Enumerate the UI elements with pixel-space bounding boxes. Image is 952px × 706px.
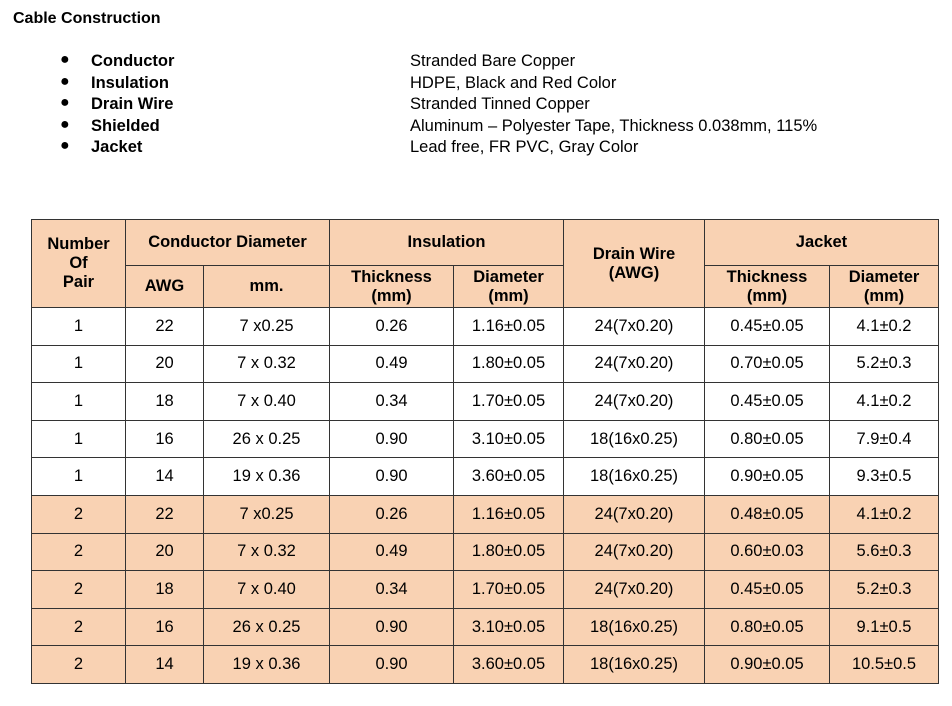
bullet-icon: ● — [60, 94, 70, 111]
cell-jacket-diameter: 10.5±0.5 — [830, 646, 939, 684]
cell-insulation-diameter: 1.16±0.05 — [454, 495, 564, 533]
spec-item-conductor — [58, 52, 938, 74]
cell-drain-wire: 24(7x0.20) — [564, 383, 705, 421]
spec-value: Stranded Tinned Copper — [410, 95, 590, 113]
cell-insulation-diameter: 1.70±0.05 — [454, 383, 564, 421]
table-row — [32, 420, 939, 458]
cell-jacket-diameter: 9.1±0.5 — [830, 608, 939, 646]
table-row — [32, 571, 939, 609]
cell-insulation-thickness: 0.34 — [330, 383, 454, 421]
cell-jacket-thickness: 0.45±0.05 — [705, 383, 830, 421]
cell-pairs: 2 — [32, 608, 126, 646]
spec-value: Lead free, FR PVC, Gray Color — [410, 138, 639, 156]
spec-item-insulation — [58, 74, 938, 96]
cell-insulation-thickness: 0.90 — [330, 646, 454, 684]
cell-pairs: 1 — [32, 308, 126, 346]
cell-insulation-diameter: 3.60±0.05 — [454, 458, 564, 496]
cell-pairs: 1 — [32, 345, 126, 383]
header-jacket: Jacket — [705, 220, 939, 266]
cell-jacket-diameter: 5.6±0.3 — [830, 533, 939, 571]
spec-value: HDPE, Black and Red Color — [410, 73, 617, 92]
header-text: (mm) — [863, 286, 905, 305]
cell-awg: 16 — [126, 608, 204, 646]
header-insulation-diameter — [454, 266, 564, 308]
cell-insulation-diameter: 1.80±0.05 — [454, 533, 564, 571]
cell-awg: 22 — [126, 308, 204, 346]
header-text: (mm) — [746, 286, 788, 305]
cell-jacket-diameter: 4.1±0.2 — [830, 383, 939, 421]
cell-mm: 26 x 0.25 — [204, 608, 330, 646]
page-title: Cable Construction — [13, 10, 161, 27]
table-row — [32, 383, 939, 421]
header-text: (mm) — [488, 286, 529, 305]
cell-pairs: 2 — [32, 571, 126, 609]
bullet-icon: ● — [60, 72, 70, 90]
cell-awg: 20 — [126, 345, 204, 383]
header-number-of-pair — [32, 220, 126, 308]
cell-awg: 16 — [126, 420, 204, 458]
header-mm: mm. — [204, 266, 330, 308]
cell-mm: 7 x 0.32 — [204, 345, 330, 383]
cell-mm: 19 x 0.36 — [204, 646, 330, 684]
cell-insulation-thickness: 0.90 — [330, 458, 454, 496]
cell-awg: 20 — [126, 533, 204, 571]
cell-insulation-diameter: 3.10±0.05 — [454, 420, 564, 458]
cell-jacket-diameter: 7.9±0.4 — [830, 420, 939, 458]
spec-item-shielded — [58, 117, 938, 139]
cell-insulation-diameter: 1.16±0.05 — [454, 308, 564, 346]
cell-pairs: 1 — [32, 458, 126, 496]
cell-jacket-thickness: 0.48±0.05 — [705, 495, 830, 533]
cell-mm: 7 x0.25 — [204, 308, 330, 346]
bullet-icon: ● — [60, 51, 70, 68]
cell-insulation-diameter: 3.10±0.05 — [454, 608, 564, 646]
spec-list — [58, 52, 938, 160]
table-row — [32, 533, 939, 571]
cell-insulation-thickness: 0.26 — [330, 495, 454, 533]
cell-mm: 7 x0.25 — [204, 495, 330, 533]
header-text: Diameter — [848, 267, 920, 286]
cell-insulation-thickness: 0.90 — [330, 608, 454, 646]
spec-label: Conductor — [91, 52, 175, 70]
spec-item-drain-wire — [58, 95, 938, 117]
cell-drain-wire: 24(7x0.20) — [564, 308, 705, 346]
bullet-icon: ● — [60, 137, 70, 154]
table-row — [32, 345, 939, 383]
cell-drain-wire: 18(16x0.25) — [564, 420, 705, 458]
header-drain-wire — [564, 220, 705, 308]
header-text: Number — [47, 235, 110, 253]
header-text: (mm) — [371, 286, 412, 305]
header-text: Thickness — [351, 267, 432, 286]
cell-pairs: 2 — [32, 533, 126, 571]
table-row — [32, 458, 939, 496]
cell-pairs: 1 — [32, 383, 126, 421]
header-text: Of — [69, 254, 88, 272]
cell-mm: 7 x 0.40 — [204, 383, 330, 421]
cell-insulation-thickness: 0.34 — [330, 571, 454, 609]
spec-value: Stranded Bare Copper — [410, 52, 576, 70]
cell-insulation-thickness: 0.49 — [330, 533, 454, 571]
cell-drain-wire: 24(7x0.20) — [564, 345, 705, 383]
spec-item-jacket — [58, 138, 938, 160]
header-insulation-thickness — [330, 266, 454, 308]
cell-jacket-thickness: 0.80±0.05 — [705, 608, 830, 646]
cell-drain-wire: 18(16x0.25) — [564, 458, 705, 496]
cell-awg: 14 — [126, 646, 204, 684]
cell-insulation-diameter: 3.60±0.05 — [454, 646, 564, 684]
cell-jacket-diameter: 5.2±0.3 — [830, 571, 939, 609]
cell-mm: 7 x 0.32 — [204, 533, 330, 571]
header-text: Drain Wire — [592, 244, 676, 263]
spec-value: Aluminum – Polyester Tape, Thickness 0.038mm, 115% — [410, 116, 818, 135]
cell-pairs: 1 — [32, 420, 126, 458]
cable-spec-table — [31, 219, 939, 684]
cell-jacket-thickness: 0.90±0.05 — [705, 458, 830, 496]
cell-insulation-thickness: 0.90 — [330, 420, 454, 458]
cell-jacket-thickness: 0.80±0.05 — [705, 420, 830, 458]
cell-jacket-thickness: 0.45±0.05 — [705, 308, 830, 346]
cell-drain-wire: 24(7x0.20) — [564, 533, 705, 571]
cell-mm: 26 x 0.25 — [204, 420, 330, 458]
cell-drain-wire: 18(16x0.25) — [564, 608, 705, 646]
header-conductor-diameter: Conductor Diameter — [126, 220, 330, 266]
cell-insulation-thickness: 0.49 — [330, 345, 454, 383]
cell-jacket-diameter: 5.2±0.3 — [830, 345, 939, 383]
header-awg: AWG — [126, 266, 204, 308]
bullet-icon: ● — [60, 115, 70, 133]
spec-label: Jacket — [91, 138, 143, 156]
cell-drain-wire: 24(7x0.20) — [564, 571, 705, 609]
header-text: (AWG) — [608, 263, 660, 282]
spec-label: Insulation — [91, 73, 169, 92]
header-text: Pair — [62, 273, 95, 291]
table-row — [32, 308, 939, 346]
cell-awg: 18 — [126, 383, 204, 421]
cell-jacket-thickness: 0.90±0.05 — [705, 646, 830, 684]
header-text: Diameter — [473, 267, 544, 286]
header-insulation: Insulation — [330, 220, 564, 266]
cell-pairs: 2 — [32, 495, 126, 533]
header-jacket-diameter — [830, 266, 939, 308]
cell-jacket-diameter: 4.1±0.2 — [830, 495, 939, 533]
cell-awg: 18 — [126, 571, 204, 609]
table-row — [32, 608, 939, 646]
cell-jacket-thickness: 0.60±0.03 — [705, 533, 830, 571]
cell-drain-wire: 18(16x0.25) — [564, 646, 705, 684]
cell-pairs: 2 — [32, 646, 126, 684]
spec-label: Drain Wire — [91, 95, 174, 113]
cell-insulation-thickness: 0.26 — [330, 308, 454, 346]
cell-jacket-thickness: 0.70±0.05 — [705, 345, 830, 383]
cell-mm: 7 x 0.40 — [204, 571, 330, 609]
cell-jacket-thickness: 0.45±0.05 — [705, 571, 830, 609]
cell-awg: 22 — [126, 495, 204, 533]
header-text: Thickness — [726, 267, 808, 286]
cell-insulation-diameter: 1.70±0.05 — [454, 571, 564, 609]
header-jacket-thickness — [705, 266, 830, 308]
cell-awg: 14 — [126, 458, 204, 496]
spec-label: Shielded — [91, 116, 160, 135]
table-row — [32, 495, 939, 533]
table-row — [32, 646, 939, 684]
cell-drain-wire: 24(7x0.20) — [564, 495, 705, 533]
cell-jacket-diameter: 4.1±0.2 — [830, 308, 939, 346]
cell-mm: 19 x 0.36 — [204, 458, 330, 496]
cell-jacket-diameter: 9.3±0.5 — [830, 458, 939, 496]
cell-insulation-diameter: 1.80±0.05 — [454, 345, 564, 383]
